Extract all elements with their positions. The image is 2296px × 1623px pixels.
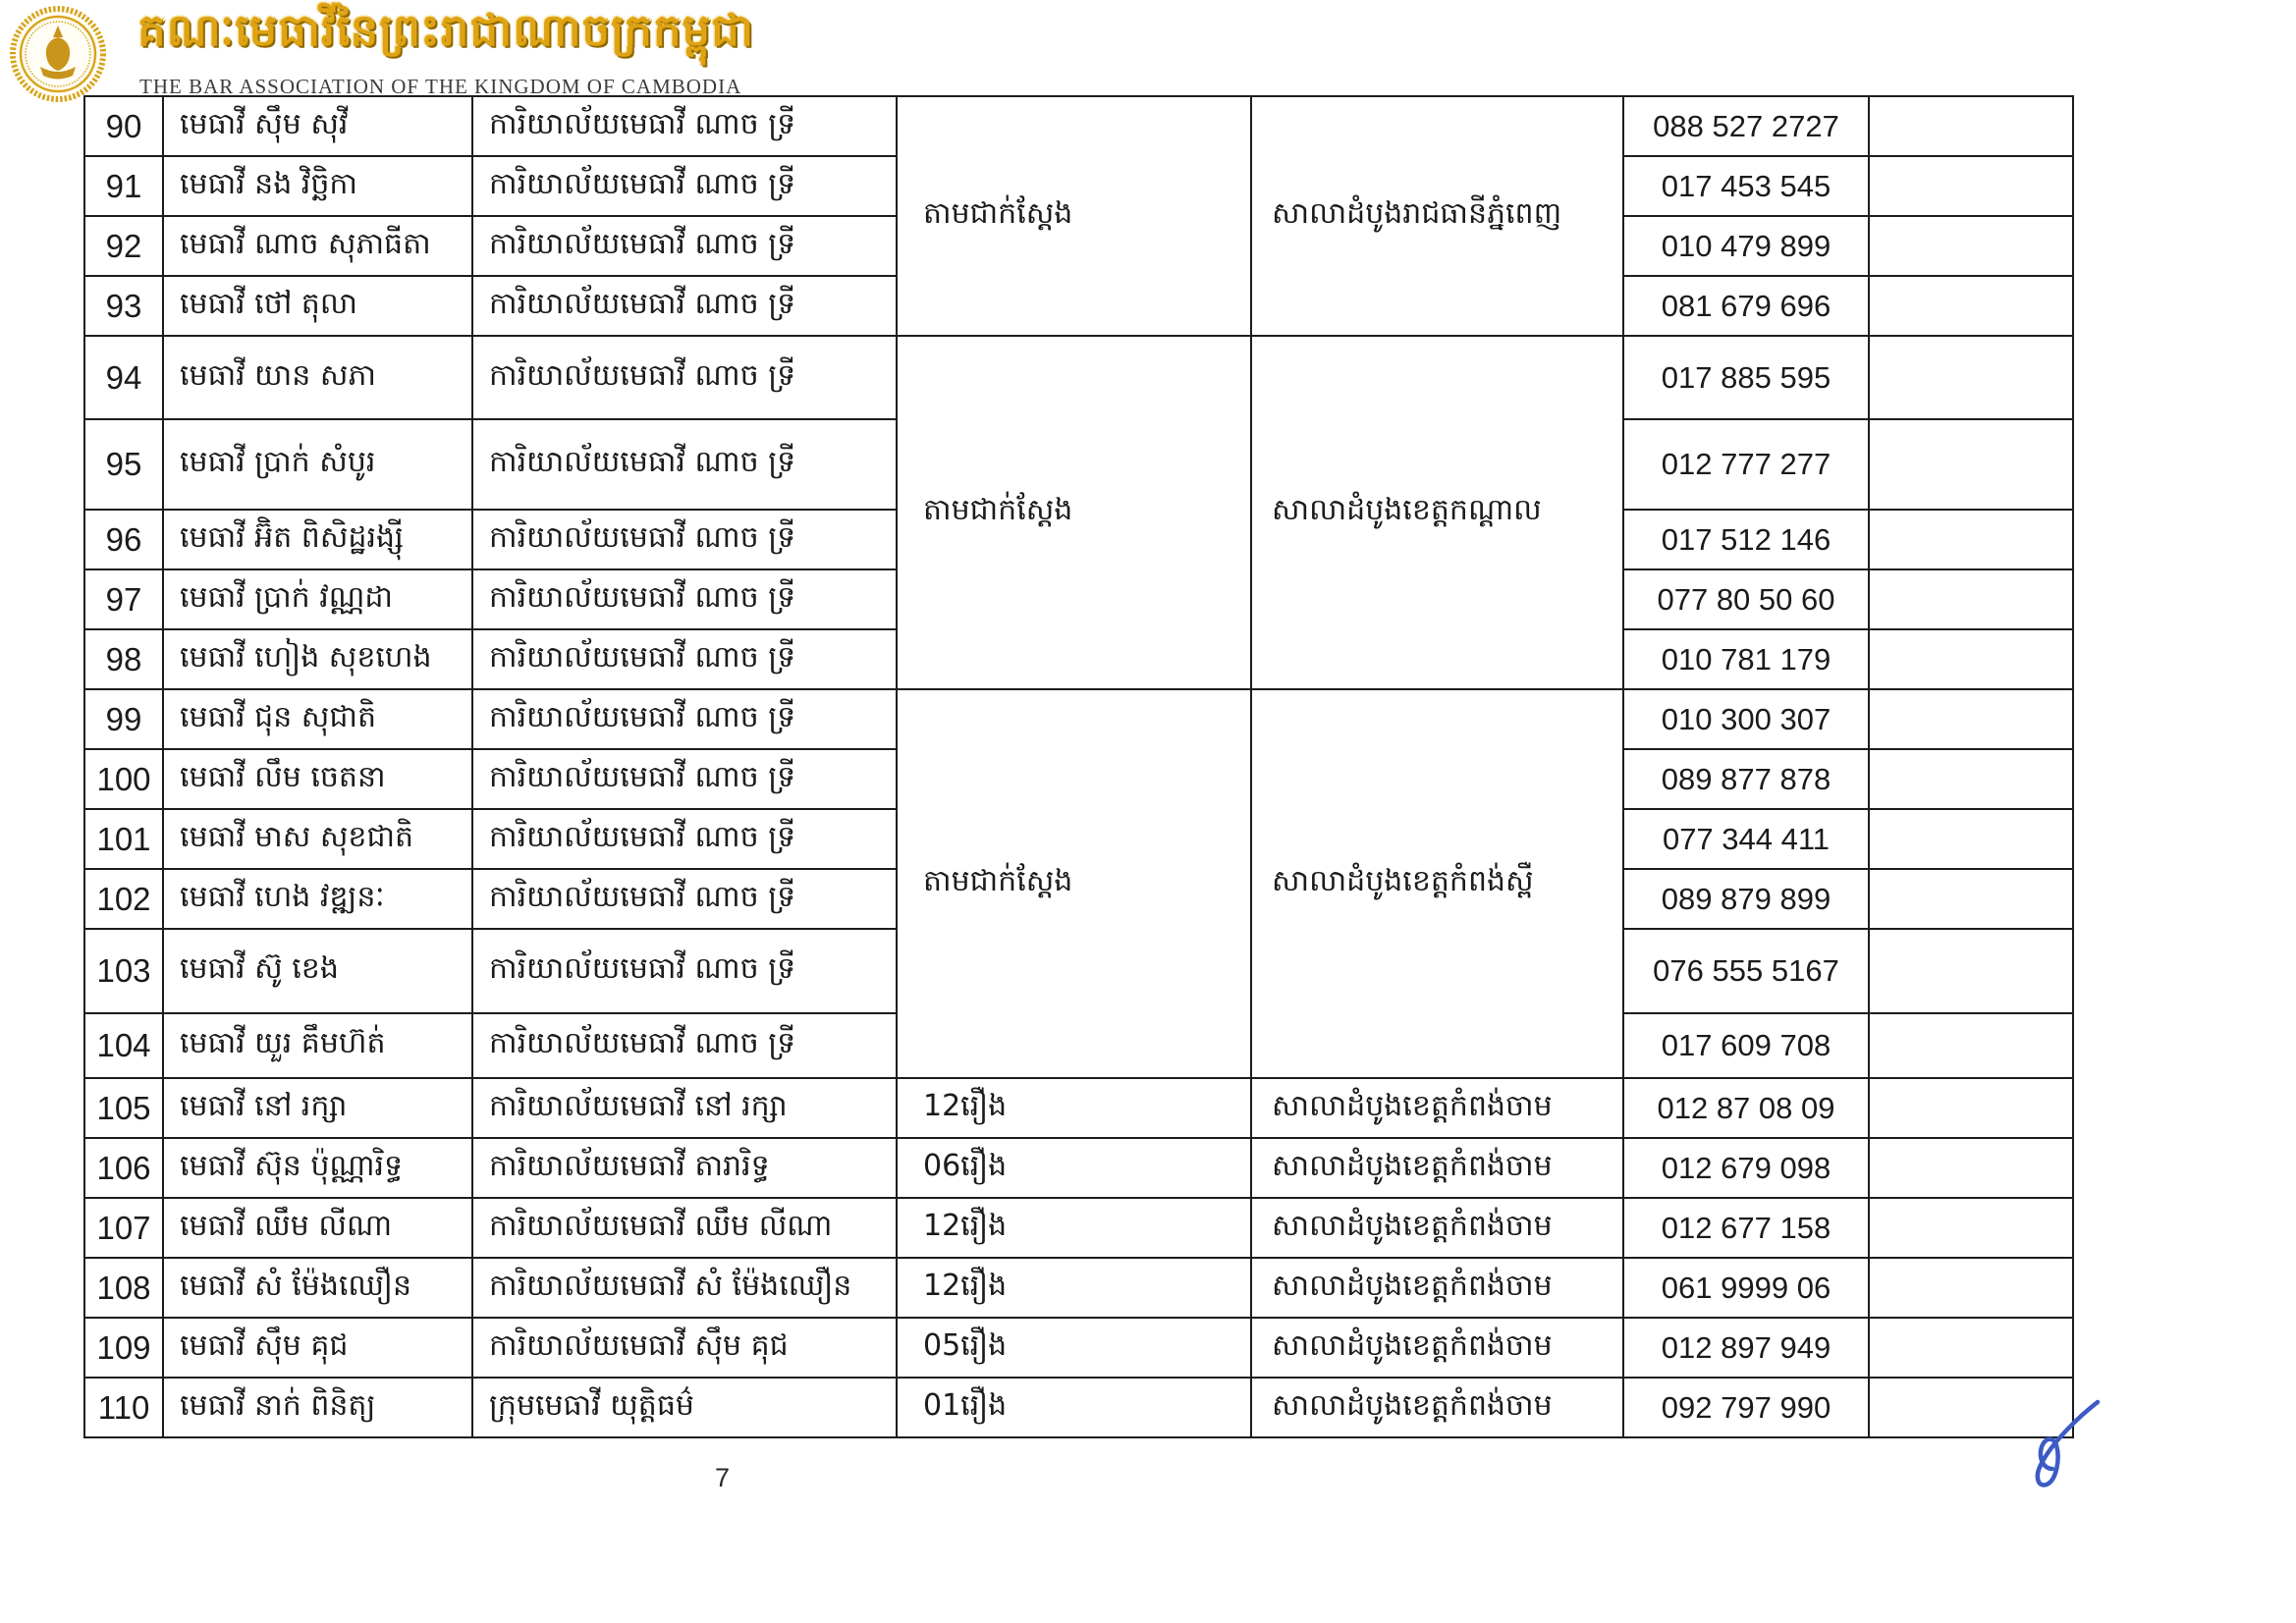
row-number: 96: [84, 510, 163, 569]
office-name: ការិយាល័យមេធាវី ណាច ទ្រី: [472, 1013, 897, 1078]
phone-number: 017 885 595: [1623, 336, 1869, 419]
lawyer-name: មេធាវី ជុន សុជាតិ: [163, 689, 472, 749]
empty-cell: [1869, 749, 2073, 809]
phone-number: 010 479 899: [1623, 216, 1869, 276]
phone-number: 076 555 5167: [1623, 929, 1869, 1013]
row-number: 90: [84, 96, 163, 156]
lawyer-name: មេធាវី ប្រាក់ វណ្ណដា: [163, 569, 472, 629]
empty-cell: [1869, 1078, 2073, 1138]
case-count-merged: តាមជាក់ស្តែង: [897, 96, 1251, 336]
empty-cell: [1869, 419, 2073, 510]
row-number: 103: [84, 929, 163, 1013]
lawyer-name: មេធាវី លឹម ចេតនា: [163, 749, 472, 809]
empty-cell: [1869, 1258, 2073, 1318]
phone-number: 010 300 307: [1623, 689, 1869, 749]
case-count: 01រឿង: [897, 1378, 1251, 1437]
case-count: 12រឿង: [897, 1258, 1251, 1318]
lawyer-name: មេធាវី នង វិច្ឆិកា: [163, 156, 472, 216]
phone-number: 017 512 146: [1623, 510, 1869, 569]
office-name: ការិយាល័យមេធាវី ណាច ទ្រី: [472, 419, 897, 510]
row-number: 106: [84, 1138, 163, 1198]
phone-number: 017 609 708: [1623, 1013, 1869, 1078]
table-row: [84, 1378, 2073, 1437]
office-name: ការិយាល័យមេធាវី នៅ រក្សា: [472, 1078, 897, 1138]
row-number: 101: [84, 809, 163, 869]
empty-cell: [1869, 510, 2073, 569]
lawyer-name: មេធាវី ហេង វឌ្ឍនៈ: [163, 869, 472, 929]
court-name-merged: សាលាដំបូងខេត្តកំពង់ស្ពឺ: [1251, 689, 1623, 1078]
empty-cell: [1869, 336, 2073, 419]
phone-number: 092 797 990: [1623, 1378, 1869, 1437]
empty-cell: [1869, 869, 2073, 929]
empty-cell: [1869, 1013, 2073, 1078]
office-name: ការិយាល័យមេធាវី ណាច ទ្រី: [472, 216, 897, 276]
phone-number: 089 877 878: [1623, 749, 1869, 809]
empty-cell: [1869, 629, 2073, 689]
case-count: 12រឿង: [897, 1198, 1251, 1258]
row-number: 107: [84, 1198, 163, 1258]
office-name: ការិយាល័យមេធាវី សំ ម៉ែងឈឿន: [472, 1258, 897, 1318]
row-number: 94: [84, 336, 163, 419]
lawyer-name: មេធាវី ឈឹម លីណា: [163, 1198, 472, 1258]
case-count-merged: តាមជាក់ស្តែង: [897, 689, 1251, 1078]
table-row: [84, 689, 2073, 749]
court-name-merged: សាលាដំបូងខេត្តកណ្តាល: [1251, 336, 1623, 689]
row-number: 99: [84, 689, 163, 749]
office-name: ការិយាល័យមេធាវី ណាច ទ្រី: [472, 510, 897, 569]
phone-number: 061 9999 06: [1623, 1258, 1869, 1318]
empty-cell: [1869, 809, 2073, 869]
phone-number: 089 879 899: [1623, 869, 1869, 929]
row-number: 104: [84, 1013, 163, 1078]
lawyer-name: មេធាវី ស៊ូ ខេង: [163, 929, 472, 1013]
phone-number: 012 677 158: [1623, 1198, 1869, 1258]
org-title-khmer: គណៈមេធាវីនៃព្រះរាជាណាចក្រកម្ពុជា: [137, 4, 754, 56]
phone-number: 012 679 098: [1623, 1138, 1869, 1198]
org-title-english: THE BAR ASSOCIATION OF THE KINGDOM OF CAMBODIA: [139, 75, 742, 98]
office-name: ការិយាល័យមេធាវី ណាច ទ្រី: [472, 96, 897, 156]
case-count: 06រឿង: [897, 1138, 1251, 1198]
court-name: សាលាដំបូងខេត្តកំពង់ចាម: [1251, 1198, 1623, 1258]
court-name: សាលាដំបូងខេត្តកំពង់ចាម: [1251, 1318, 1623, 1378]
lawyer-name: មេធាវី សំ ម៉ែងឈឿន: [163, 1258, 472, 1318]
office-name: ក្រុមមេធាវី យុត្តិធម៌: [472, 1378, 897, 1437]
office-name: ការិយាល័យមេធាវី ណាច ទ្រី: [472, 629, 897, 689]
phone-number: 010 781 179: [1623, 629, 1869, 689]
table-row: [84, 336, 2073, 419]
lawyer-name: មេធាវី នៅ រក្សា: [163, 1078, 472, 1138]
lawyer-name: មេធាវី ស៊ុន ប៉ុណ្ណារិទ្ធ: [163, 1138, 472, 1198]
court-name: សាលាដំបូងខេត្តកំពង់ចាម: [1251, 1258, 1623, 1318]
row-number: 110: [84, 1378, 163, 1437]
court-name-merged: សាលាដំបូងរាជធានីភ្នំពេញ: [1251, 96, 1623, 336]
bar-association-seal-icon: [8, 4, 108, 104]
court-name: សាលាដំបូងខេត្តកំពង់ចាម: [1251, 1078, 1623, 1138]
office-name: ការិយាល័យមេធាវី ណាច ទ្រី: [472, 569, 897, 629]
table-row: [84, 1258, 2073, 1318]
row-number: 102: [84, 869, 163, 929]
office-name: ការិយាល័យមេធាវី ណាច ទ្រី: [472, 689, 897, 749]
lawyer-name: មេធាវី យួរ គឹមហ៊ត់: [163, 1013, 472, 1078]
row-number: 109: [84, 1318, 163, 1378]
row-number: 91: [84, 156, 163, 216]
lawyer-table: [83, 95, 2074, 1438]
row-number: 98: [84, 629, 163, 689]
empty-cell: [1869, 929, 2073, 1013]
row-number: 100: [84, 749, 163, 809]
row-number: 93: [84, 276, 163, 336]
office-name: ការិយាល័យមេធាវី ណាច ទ្រី: [472, 336, 897, 419]
case-count: 12រឿង: [897, 1078, 1251, 1138]
phone-number: 012 87 08 09: [1623, 1078, 1869, 1138]
row-number: 95: [84, 419, 163, 510]
empty-cell: [1869, 1198, 2073, 1258]
lawyer-name: មេធាវី យាន សភា: [163, 336, 472, 419]
phone-number: 077 80 50 60: [1623, 569, 1869, 629]
case-count: 05រឿង: [897, 1318, 1251, 1378]
phone-number: 017 453 545: [1623, 156, 1869, 216]
lawyer-name: មេធាវី ថៅ តុលា: [163, 276, 472, 336]
empty-cell: [1869, 1318, 2073, 1378]
lawyer-name: មេធាវី ណាច សុភាធីតា: [163, 216, 472, 276]
table-row: [84, 1078, 2073, 1138]
office-name: ការិយាល័យមេធាវី ណាច ទ្រី: [472, 929, 897, 1013]
phone-number: 077 344 411: [1623, 809, 1869, 869]
row-number: 105: [84, 1078, 163, 1138]
office-name: ការិយាល័យមេធាវី ណាច ទ្រី: [472, 156, 897, 216]
empty-cell: [1869, 156, 2073, 216]
lawyer-name: មេធាវី មាស សុខជាតិ: [163, 809, 472, 869]
row-number: 92: [84, 216, 163, 276]
empty-cell: [1869, 276, 2073, 336]
office-name: ការិយាល័យមេធាវី ស៊ឹម គុជ: [472, 1318, 897, 1378]
page-number: 7: [715, 1463, 731, 1492]
empty-cell: [1869, 216, 2073, 276]
row-number: 108: [84, 1258, 163, 1318]
phone-number: 088 527 2727: [1623, 96, 1869, 156]
office-name: ការិយាល័យមេធាវី ណាច ទ្រី: [472, 276, 897, 336]
lawyer-name: មេធាវី នាក់ ពិនិត្យ: [163, 1378, 472, 1437]
lawyer-name: មេធាវី ស៊ឹម គុជ: [163, 1318, 472, 1378]
empty-cell: [1869, 569, 2073, 629]
office-name: ការិយាល័យមេធាវី ណាច ទ្រី: [472, 749, 897, 809]
table-row: [84, 1198, 2073, 1258]
court-name: សាលាដំបូងខេត្តកំពង់ចាម: [1251, 1378, 1623, 1437]
lawyer-name: មេធាវី ហៀង សុខហេង: [163, 629, 472, 689]
case-count-merged: តាមជាក់ស្តែង: [897, 336, 1251, 689]
blue-pen-initial-icon: [2011, 1394, 2105, 1497]
empty-cell: [1869, 1138, 2073, 1198]
office-name: ការិយាល័យមេធាវី ណាច ទ្រី: [472, 809, 897, 869]
table-row: [84, 96, 2073, 156]
court-name: សាលាដំបូងខេត្តកំពង់ចាម: [1251, 1138, 1623, 1198]
table-row: [84, 1138, 2073, 1198]
empty-cell: [1869, 689, 2073, 749]
empty-cell: [1869, 96, 2073, 156]
phone-number: 012 897 949: [1623, 1318, 1869, 1378]
lawyer-name: មេធាវី ប្រាក់ សំបូរ: [163, 419, 472, 510]
office-name: ការិយាល័យមេធាវី តារារិទ្ធ: [472, 1138, 897, 1198]
table-row: [84, 1318, 2073, 1378]
office-name: ការិយាល័យមេធាវី ណាច ទ្រី: [472, 869, 897, 929]
lawyer-name: មេធាវី ស៊ឹម សុវី: [163, 96, 472, 156]
office-name: ការិយាល័យមេធាវី ឈឹម លីណា: [472, 1198, 897, 1258]
row-number: 97: [84, 569, 163, 629]
phone-number: 081 679 696: [1623, 276, 1869, 336]
phone-number: 012 777 277: [1623, 419, 1869, 510]
lawyer-name: មេធាវី អ៊ិត ពិសិដ្ឋរង្ស៊ី: [163, 510, 472, 569]
